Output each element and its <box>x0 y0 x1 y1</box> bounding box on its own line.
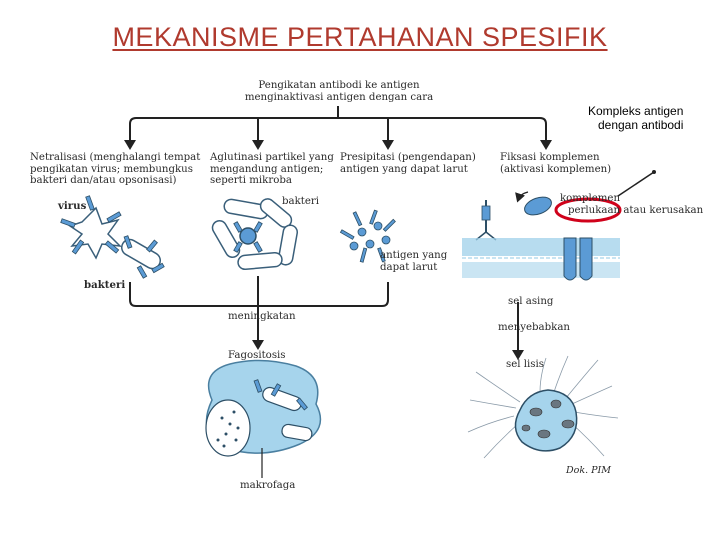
phagocytosis-arrow <box>252 340 264 350</box>
top-arrows <box>124 140 552 150</box>
top-box-label: Pengikatan antibodi ke antigen menginaktivasi antigen dengan cara <box>244 80 434 103</box>
lysed-cell-illustration <box>468 356 618 458</box>
callout-text: Kompleks antigen dengan antibodi <box>588 104 684 132</box>
lysed-cell-label: sel lisis <box>506 359 544 370</box>
branch-precipitation: Presipitasi (pengendapan) antigen yang dapat larut <box>340 152 476 175</box>
leads-to-label: meningkatan <box>228 311 296 322</box>
phagocytosis-label: Fagositosis <box>228 350 286 361</box>
macrophage-label: makrofaga <box>240 480 296 491</box>
complement-label: komplemen <box>560 193 621 204</box>
membrane-damage-label: perlukaan atau kerusakan <box>568 205 704 216</box>
virus-label: virus <box>58 200 87 212</box>
foreign-cell-label: sel asing <box>508 296 554 307</box>
callout-pointer <box>618 172 654 196</box>
top-connector <box>130 106 546 142</box>
macrophage-illustration <box>206 360 320 478</box>
soluble-antigen-label: antigen yang dapat larut <box>380 250 448 273</box>
bacteria-mid-label: bakteri <box>282 196 320 207</box>
branch-complement-fixation: Fiksasi komplemen (aktivasi komplemen) <box>500 152 612 175</box>
branch-agglutination: Aglutinasi partikel yang mengandung antigen; seperti mikroba <box>210 152 334 186</box>
bottom-connector <box>130 276 388 342</box>
bacteria-left-illustration <box>119 236 164 279</box>
page-title: MEKANISME PERTAHANAN SPESIFIK <box>112 22 608 52</box>
branch-neutralization: Netralisasi (menghalangi tempat pengikatan virus; membungkus bakteri dan/atau opsonisasi) <box>30 152 201 186</box>
credit-label: Dok. PIM <box>566 465 612 476</box>
causes-label: menyebabkan <box>498 322 570 333</box>
bacteria-left-label: bakteri <box>84 279 126 291</box>
